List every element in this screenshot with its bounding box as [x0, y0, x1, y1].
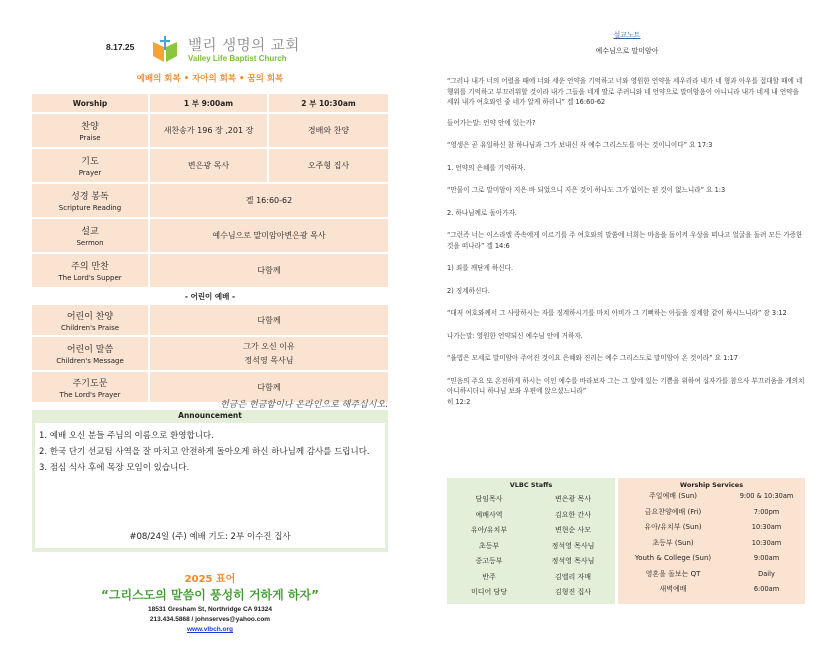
note-paragraph: “믿음의 주요 또 온전하게 하시는 이인 예수를 바라보자 그는 그 앞에 있는 기쁨을 위하여 십자가를 참으사 부끄러움을 개의치 아니하시더니 하나님 보좌 우편에 앉으셨느니라”	[447, 376, 805, 395]
staff-role: 미디어 담당	[470, 588, 508, 596]
note-paragraph: “만물이 그로 말미암아 지은 바 되었으니 지은 것이 하나도 그가 없이는 된 것이 없느니라” 요 1:3	[447, 186, 726, 194]
service-name: 영혼을 돌보는 QT	[645, 569, 701, 578]
lords-prayer-label-en: The Lord's Prayer	[59, 390, 121, 399]
staff-box	[447, 478, 615, 604]
children-message-label-ko: 어린이 말씀	[66, 345, 114, 355]
note-paragraph: “그런즉 너는 이스라엘 족속에게 이르기를 주 여호와의 말씀에 너희는 마음을 돌이켜 우상을 떠나고 얼굴을 돌려 모든 가증한 것을 떠나라” 겔 14:6	[447, 231, 803, 250]
children-message-speaker: 정석영 목사님	[244, 355, 294, 365]
note-paragraph: 1) 죄를 깨닫게 하신다.	[447, 264, 514, 272]
bulletin-left	[32, 28, 388, 633]
note-paragraph: 2. 하나님께로 돌아가자.	[447, 208, 517, 217]
staff-role: 담임목사	[475, 495, 503, 503]
sermon-title-speaker: 예수님으로 말미암아변은광 목사	[150, 219, 388, 252]
service-name: 금요찬양예배 (Fri)	[644, 507, 702, 516]
lords-prayer-value: 다함께	[150, 372, 388, 402]
service-name: Youth & College (Sun)	[634, 554, 712, 562]
lords-prayer-label-ko: 주기도문	[72, 378, 108, 389]
service-time: 6:00am	[753, 585, 780, 593]
praise-second-service: 경배와 찬양	[269, 114, 388, 147]
announcement-body	[35, 423, 385, 548]
announcement-item: 3. 점심 식사 후에 목장 모임이 있습니다.	[39, 463, 190, 473]
church-contact	[32, 605, 388, 635]
worship-order-table	[32, 92, 388, 404]
staff-person: 정석영 목사님	[551, 557, 595, 565]
praise-first-service: 새찬송가 196 장 ,201 장	[150, 114, 269, 147]
note-paragraph: “율법은 모세로 말미암아 주어진 것이요 은혜와 진리는 예수 그리스도로 말미암아 온 것이라” 요 1:17	[447, 354, 738, 362]
bulletin-date: 8.17.25	[106, 42, 135, 52]
offering-note: 헌금은 헌금함이나 온라인으로 해주십시오.	[220, 400, 388, 410]
children-praise-value: 다함께	[150, 305, 388, 335]
children-message-label-en: Children's Message	[56, 357, 124, 365]
church-motto: 예배의 회복 • 자아의 회복 • 꿈의 회복	[136, 74, 284, 84]
note-paragraph: 들어가는말: 언약 안에 있는가?	[447, 118, 536, 127]
supper-label-en: The Lord's Supper	[58, 274, 122, 282]
sermon-label-ko: 설교	[81, 227, 99, 237]
prayer-first-service: 변은광 목사	[150, 149, 269, 182]
staff-row	[447, 570, 615, 586]
church-logo-icon	[150, 34, 180, 64]
worship-header-label: Worship	[32, 94, 150, 112]
staff-role: 중고등부	[475, 557, 503, 565]
services-title: Worship Services	[679, 481, 744, 489]
first-service-header: 1 부 9:00am	[150, 94, 269, 112]
order-row-reading	[32, 184, 388, 217]
service-time: 9:00am	[753, 554, 780, 562]
staff-person: 정석영 목사님	[551, 541, 595, 550]
note-paragraph: 히 12:2	[447, 397, 471, 406]
service-time: 7:00pm	[753, 507, 780, 516]
church-phone-email: 213.434.5868 / johnserves@yahoo.com	[149, 616, 271, 623]
service-time: Daily	[758, 569, 775, 578]
staff-row	[447, 508, 615, 524]
staff-person: 김요한 간사	[554, 510, 592, 519]
service-name: 초등부 (Sun)	[652, 538, 694, 547]
reading-label-en: Scripture Reading	[58, 204, 122, 212]
service-row	[618, 582, 805, 598]
staff-row	[447, 554, 615, 570]
staff-person: 변현순 사모	[554, 526, 592, 534]
sermon-notes-title: 설교노트	[613, 31, 641, 39]
note-paragraph: “그러나 내가 너의 어렸을 때에 너와 세운 언약을 기억하고 너와 영원한 언약을 세우리라 네가 네 형과 아우를 접대할 때에 네 행위를 기억하고 부끄러워할 것이라 내가 그들을 네게 딸로 주려니와 네 언약으로 말미암음이 아니니라 내가 네게 내 언약을 세워 내가 여호와인 줄 네가 알게 하리니” 겔 16:60-62	[447, 77, 803, 106]
note-paragraph: “영생은 곧 유일하신 참 하나님과 그가 보내신 자 예수 그리스도를 아는 것이니이다” 요 17:3	[447, 141, 713, 149]
order-row-children-praise	[32, 305, 388, 335]
order-row-sermon	[32, 219, 388, 252]
staff-role: 초등부	[478, 541, 500, 550]
service-name: 유아/유치부 (Sun)	[644, 523, 702, 531]
staff-role: 유아/유치부	[470, 526, 508, 534]
service-row	[618, 536, 805, 552]
service-row	[618, 505, 805, 521]
church-name-korean: 밸리 생명의 교회	[188, 38, 300, 54]
praise-label-ko: 찬양	[81, 122, 99, 132]
order-row-praise	[32, 114, 388, 147]
reading-passage: 겔 16:60-62	[150, 184, 388, 217]
service-time: 10:30am	[751, 523, 782, 531]
year-motto-label: 2025 표어	[184, 574, 236, 585]
service-row	[618, 489, 805, 505]
note-paragraph: 나가는말: 영원한 언약되신 예수님 안에 거하자.	[447, 331, 583, 340]
children-praise-label-ko: 어린이 찬양	[66, 311, 114, 322]
children-worship-heading: - 어린이 예배 -	[32, 289, 388, 303]
note-paragraph: 2) 징계하신다.	[447, 286, 490, 295]
sermon-notes-subtitle: 예수님으로 말미암아	[595, 47, 659, 55]
staff-row	[447, 523, 615, 539]
service-time: 10:30am	[751, 538, 782, 547]
order-row-prayer	[32, 149, 388, 182]
staff-title: VLBC Staffs	[509, 481, 553, 489]
reading-label-ko: 성경 봉독	[71, 192, 109, 202]
service-row	[618, 520, 805, 536]
praise-label-en: Praise	[79, 134, 101, 142]
staff-row	[447, 492, 615, 508]
children-worship-divider	[32, 289, 388, 303]
supper-label-ko: 주의 만찬	[71, 262, 109, 272]
announcement-title: Announcement	[32, 410, 388, 422]
service-row	[618, 551, 805, 567]
staff-person: 김엘리 자매	[554, 572, 592, 581]
worship-order-header	[32, 94, 388, 112]
second-service-header: 2 부 10:30am	[269, 94, 388, 112]
staff-row	[447, 585, 615, 601]
order-row-children-message	[32, 337, 388, 370]
bulletin-header	[32, 28, 388, 70]
children-praise-label-en: Children's Praise	[60, 323, 120, 332]
note-paragraph: “대저 여호와께서 그 사랑하시는 자를 징계하시기를 마치 아비가 그 기뻐하는 아들을 징계함 같이 하시느니라” 잠 3:12	[447, 309, 787, 317]
note-paragraph: 1. 언약의 은혜를 기억하자.	[447, 163, 526, 172]
worship-services-box	[618, 478, 805, 604]
staff-person: 변은광 목사	[554, 495, 592, 503]
church-name-english: Valley Life Baptist Church	[188, 54, 287, 63]
supper-value: 다함께	[150, 254, 388, 287]
announcement-item: 1. 예배 오신 분들 주님의 이름으로 환영합니다.	[39, 431, 214, 441]
prayer-second-service: 오주형 집사	[269, 149, 388, 182]
service-name: 주일예배 (Sun)	[648, 492, 698, 500]
service-name: 새벽예배	[659, 585, 687, 593]
service-time: 9:00 & 10:30am	[739, 492, 794, 500]
staff-role: 반주	[482, 572, 496, 581]
children-message-title: 그가 오신 이유	[243, 341, 295, 351]
staff-row	[447, 539, 615, 555]
next-prayer-note: #08/24일 (주) 예배 기도: 2부 이수진 집사	[129, 532, 291, 542]
church-website-link[interactable]: www.vlbch.org	[187, 626, 233, 633]
sermon-notes-body	[447, 76, 805, 407]
announcement-box	[32, 410, 388, 552]
service-row	[618, 567, 805, 583]
staff-role: 예배사역	[475, 510, 503, 519]
year-motto-theme: “그리스도의 말씀이 풍성히 거하게 하자”	[101, 588, 319, 602]
sermon-notes-page	[447, 30, 807, 406]
prayer-label-en: Prayer	[78, 169, 102, 177]
order-row-supper	[32, 254, 388, 287]
prayer-label-ko: 기도	[81, 157, 99, 167]
church-address: 18531 Gresham St, Northridge CA 91324	[147, 606, 273, 613]
announcement-item: 2. 한국 단기 선교팀 사역을 잘 마치고 안전하게 돌아오게 하신 하나님께 감사를 드립니다.	[39, 447, 370, 457]
staff-person: 김형진 집사	[554, 588, 592, 596]
sermon-label-en: Sermon	[76, 239, 104, 247]
